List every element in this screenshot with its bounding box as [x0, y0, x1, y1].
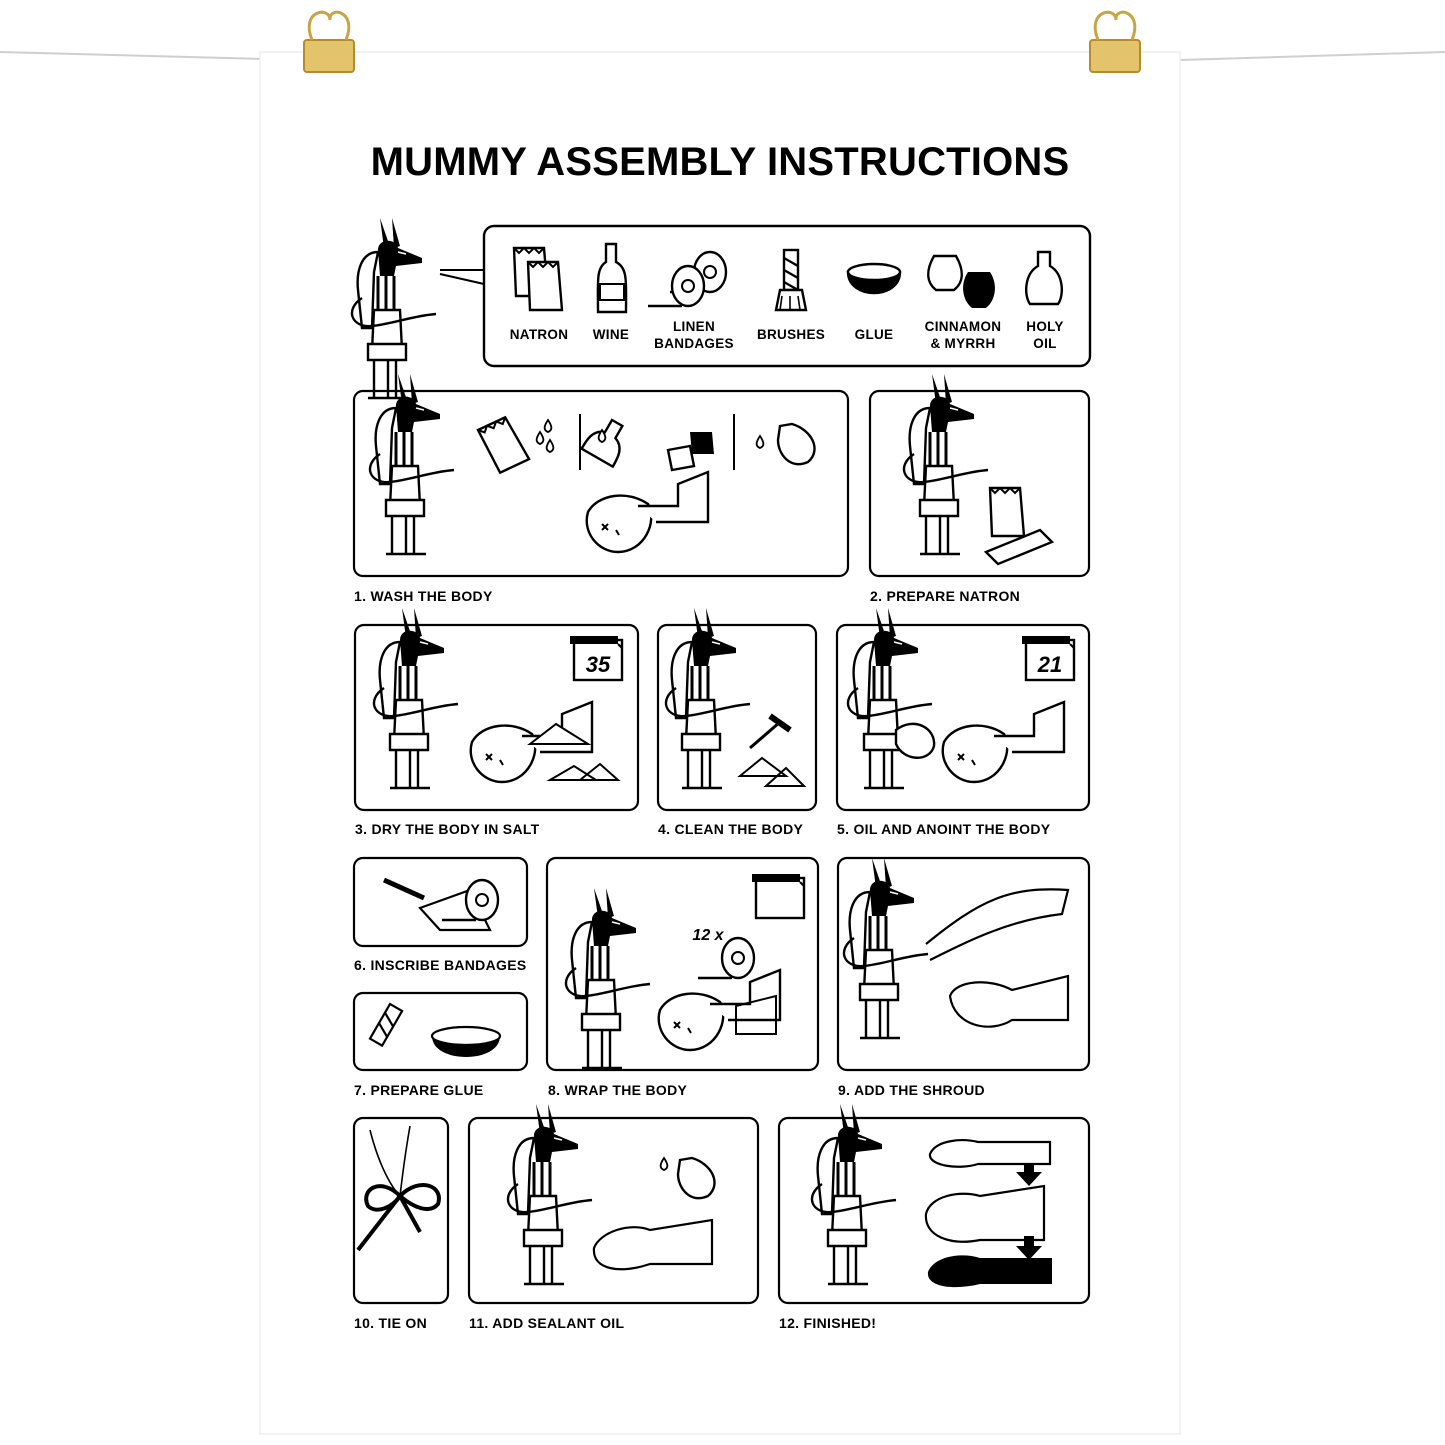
material-label-cinnamon-myrrh: CINNAMON & MYRRH — [924, 319, 1002, 351]
material-label-holy-oil: HOLY OIL — [1026, 319, 1064, 351]
material-label-natron: NATRON — [509, 327, 569, 342]
calendar-35-number: 35 — [585, 652, 611, 677]
binder-clip-left-icon — [304, 12, 354, 72]
step-1-label: 1. WASH THE BODY — [354, 588, 493, 604]
step-11-label: 11. ADD SEALANT OIL — [469, 1315, 625, 1331]
material-label-linen-bandages: LINEN BANDAGES — [654, 319, 734, 351]
calendar-21-number: 21 — [1037, 652, 1063, 677]
step-7-label: 7. PREPARE GLUE — [354, 1082, 484, 1098]
step-6-label: 6. INSCRIBE BANDAGES — [354, 957, 527, 973]
step-2-label: 2. PREPARE NATRON — [870, 588, 1021, 604]
poster-title: MUMMY ASSEMBLY INSTRUCTIONS — [370, 140, 1070, 184]
material-label-glue: GLUE — [854, 327, 894, 342]
step-3-label: 3. DRY THE BODY IN SALT — [355, 821, 540, 837]
material-label-brushes: BRUSHES — [756, 327, 826, 342]
step-8-label: 8. WRAP THE BODY — [548, 1082, 688, 1098]
step-4-label: 4. CLEAN THE BODY — [658, 821, 804, 837]
step-12-label: 12. FINISHED! — [779, 1315, 877, 1331]
calendar-blank-icon — [752, 874, 804, 918]
step-9-label: 9. ADD THE SHROUD — [838, 1082, 985, 1098]
glue-bowl-icon — [848, 264, 900, 293]
binder-clip-right-icon — [1090, 12, 1140, 72]
step-10-label: 10. TIE ON — [354, 1315, 428, 1331]
wrap-count-text: 12 x — [692, 927, 724, 944]
material-label-wine: WINE — [592, 327, 630, 342]
step-5-label: 5. OIL AND ANOINT THE BODY — [837, 821, 1051, 837]
